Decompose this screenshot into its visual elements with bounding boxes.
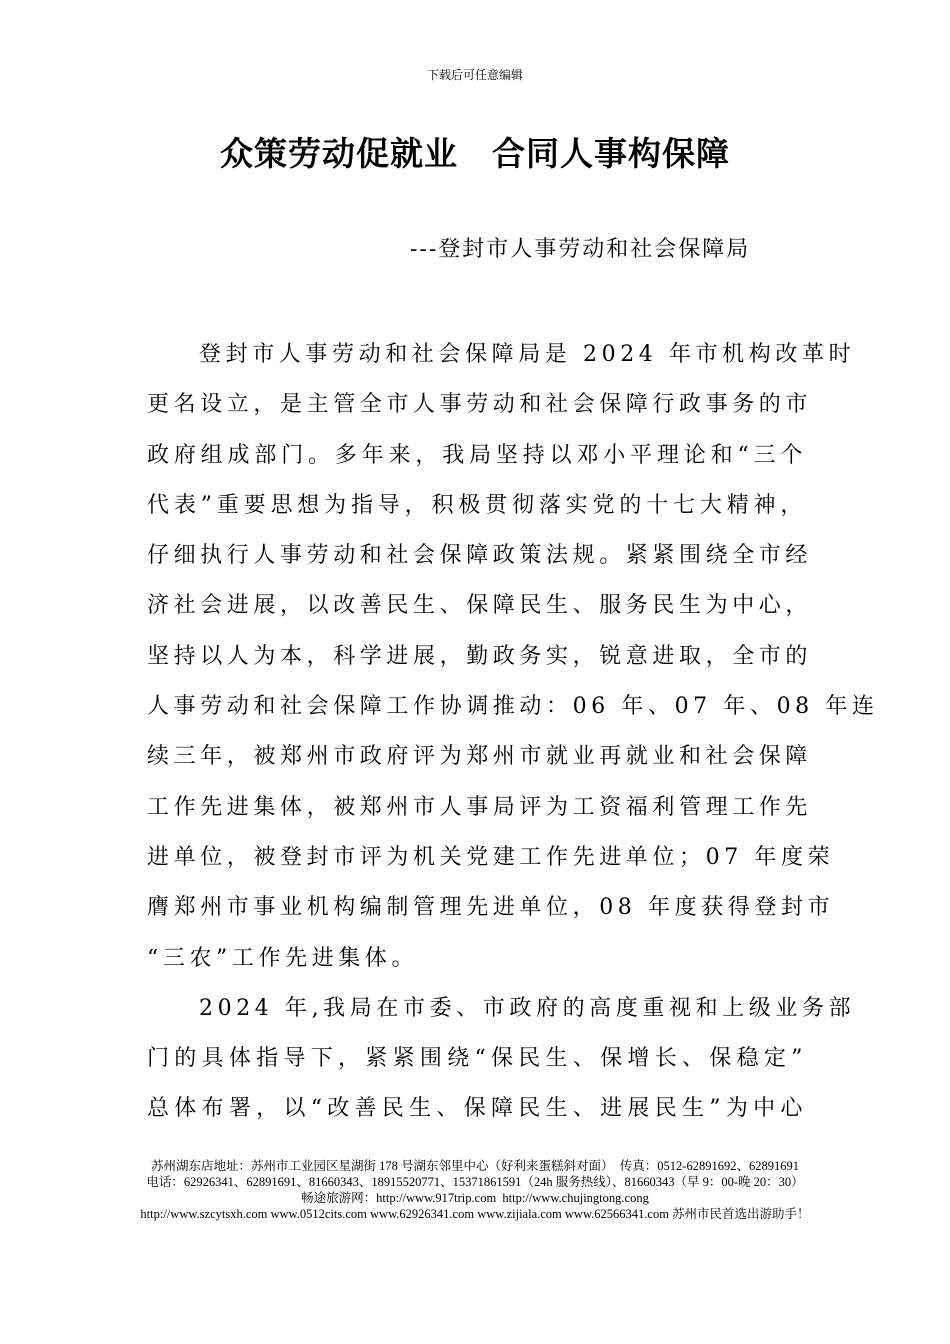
body-line: 人事劳动和社会保障工作协调推动：06 年、07 年、08 年连: [147, 694, 879, 720]
body-line: 2024 年,我局在市委、市政府的高度重视和上级业务部: [199, 995, 856, 1021]
body-line: 更名设立，是主管全市人事劳动和社会保障行政事务的市: [147, 392, 813, 418]
body-line: 政府组成部门。多年来，我局坚持以邓小平理论和“三个: [147, 442, 807, 468]
footer-links: http://www.szcytsxh.com www.0512cits.com www.62926341.com www.zijiala.com www.62566341.com 苏州市民首选出游助手！: [140, 1207, 810, 1221]
body-line: 膺郑州市事业机构编制管理先进单位，08 年度获得登封市: [147, 895, 835, 921]
body-line: 代表”重要思想为指导，积极贯彻落实党的十七大精神，: [147, 492, 807, 518]
author-byline: ---登封市人事劳动和社会保障局: [410, 237, 751, 262]
body-line: 门的具体指导下，紧紧围绕“保民生、保增长、保稳定”: [147, 1046, 807, 1072]
body-line: 总体布署，以“改善民生、保障民生、进展民生”为中心: [147, 1096, 807, 1122]
body-text: [147, 330, 879, 1135]
body-line: 坚持以人为本，科学进展，勤政务实，锐意进取，全市的: [147, 643, 813, 669]
footer: [140, 1158, 810, 1222]
header-note: 下载后可任意编辑: [426, 68, 523, 82]
body-line: 进单位，被登封市评为机关党建工作先进单位；07 年度荣: [147, 844, 835, 870]
body-line: 济社会进展，以改善民生、保障民生、服务民生为中心，: [147, 593, 813, 619]
footer-website: 畅途旅游网：http://www.917trip.com http://www.chujingtong.cong: [301, 1191, 649, 1205]
document-title: 众策劳动促就业 合同人事构保障: [220, 134, 730, 173]
footer-address: 苏州湖东店地址：苏州市工业园区星湖街 178 号湖东邻里中心（好利来蛋糕斜对面） 传真：0512-62891692、62891691: [151, 1159, 799, 1173]
body-line: 登封市人事劳动和社会保障局是 2024 年市机构改革时: [199, 342, 856, 367]
footer-phone: 电话：62926341、62891691、81660343、18915520771、15371861591（24h 服务热线）、81660343（早 9：00-晚 20：30）: [146, 1175, 804, 1189]
body-line: “三农”工作先进集体。: [147, 945, 419, 971]
body-line: 续三年，被郑州市政府评为郑州市就业再就业和社会保障: [147, 744, 813, 770]
body-line: 仔细执行人事劳动和社会保障政策法规。紧紧围绕全市经: [147, 543, 813, 569]
body-line: 工作先进集体，被郑州市人事局评为工资福利管理工作先: [147, 794, 813, 820]
